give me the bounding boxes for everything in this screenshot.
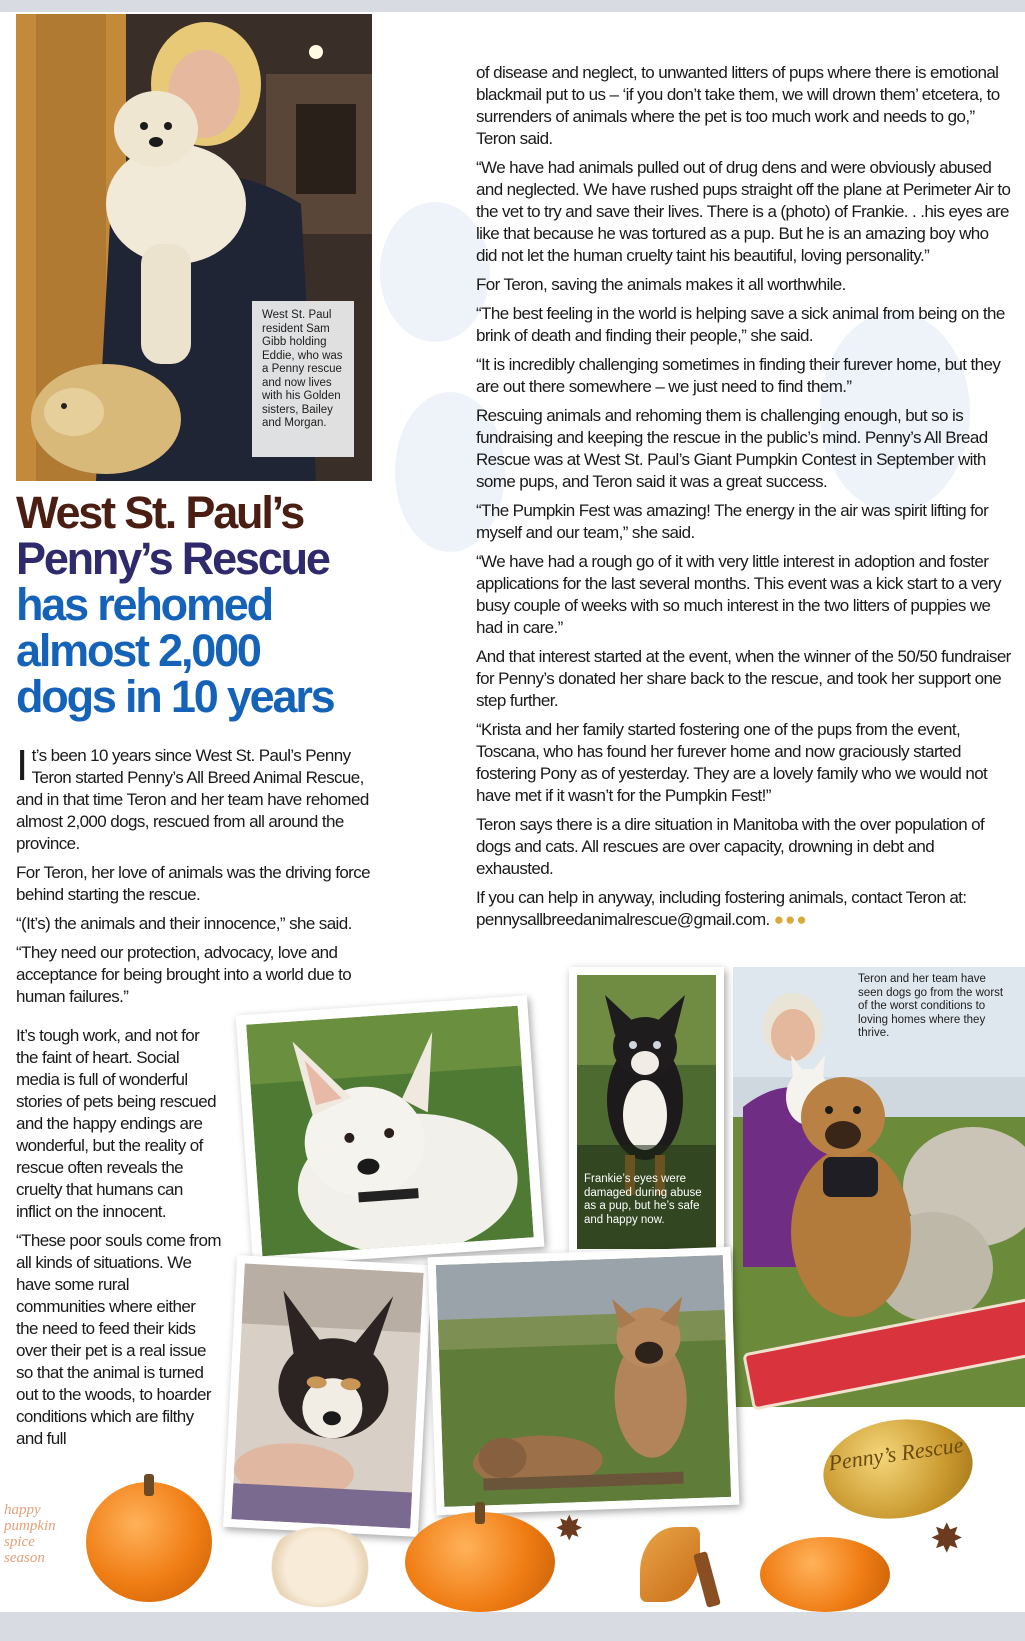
pumpkin-stem: [475, 1502, 485, 1524]
headline-line-2: Penny’s Rescue: [16, 533, 329, 584]
photo-white-dog-frame: [236, 995, 545, 1267]
paw-print-bg: [380, 202, 490, 342]
right-paragraph-12: [476, 887, 1011, 931]
headline-line-4: almost 2,000: [16, 625, 260, 676]
latte-cup: [265, 1527, 375, 1607]
left-paragraph-2: For Teron, her love of animals was the driving force behind starting the rescue.: [16, 863, 370, 904]
left-paragraph-6: “These poor souls come from all kinds of situations. We have some rural communities where either the need to feed their kids over their pet is a real issue so that the animal is turned out to the woods, to hoarder conditions which are filthy and full: [16, 1231, 221, 1448]
photo-two-puppies: [436, 1255, 731, 1507]
photo-husky-puppy-frame: [223, 1255, 432, 1537]
pumpkin-icon: [86, 1482, 212, 1602]
right-paragraph-12-text: If you can help in anyway, including fostering animals, contact Teron at: pennysallbreedanimalrescue@gmail.com.: [476, 888, 967, 929]
right-paragraph-4: “The best feeling in the world is helping save a sick animal from being on the brink of death and finding their people,” she said.: [476, 304, 1005, 345]
tag-text: Penny’s Rescue: [826, 1431, 965, 1476]
right-paragraph-7: “The Pumpkin Fest was amazing! The energy in the air was spirit lifting for myself and our team,” she said.: [476, 501, 989, 542]
pumpkin-icon: [405, 1512, 555, 1612]
left-paragraph-1-text: t’s been 10 years since West St. Paul’s Penny Teron started Penny’s All Breed Animal Rescue, and in that time Teron and her team have rehomed almost 2,000 dogs, rescued from all around the province.: [16, 746, 369, 853]
caption-teron-team-text: Teron and her team have seen dogs go from the worst of the worst conditions to loving homes where they thrive.: [858, 973, 1004, 1039]
autumn-leaf: [640, 1527, 700, 1602]
top-border: [0, 0, 1025, 12]
right-paragraph-10: “Krista and her family started fostering one of the pups from the event, Toscana, who has found her furever home and now graciously started fostering Pony as of yesterday. They are a lovely family who we would not have met if it wasn’t for the Pumpkin Fest!”: [476, 720, 988, 805]
caption-sam-gibb: [252, 301, 354, 457]
right-paragraph-11: Teron says there is a dire situation in Manitoba with the over population of dogs and cats. All rescues are over capacity, drowning in debt and exhausted.: [476, 815, 985, 878]
magazine-page: [0, 12, 1025, 1612]
cinnamon-stick: [693, 1551, 721, 1608]
script-text: happy pumpkin spice season: [4, 1502, 56, 1566]
left-paragraph-3: “(It’s) the animals and their innocence,” she said.: [16, 914, 352, 933]
photo-husky-puppy: [231, 1263, 423, 1528]
photo-white-dog: [246, 1006, 534, 1256]
left-column-top: [16, 741, 371, 1015]
right-paragraph-9: And that interest started at the event, when the winner of the 50/50 fundraiser for Penny’s donated her share back to the rescue, and took her support one step further.: [476, 647, 1011, 710]
right-paragraph-3: For Teron, saving the animals makes it all worthwhile.: [476, 275, 846, 294]
right-paragraph-6: Rescuing animals and rehoming them is challenging enough, but so is fundraising and keeping the rescue in the public’s mind. Penny’s All Bread Rescue was at West St. Paul’s Giant Pumpkin Contest in September with some pups, and Teron said it was a great success.: [476, 406, 988, 491]
left-column-narrow: [16, 1025, 221, 1457]
caption-frankie-text: Frankie’s eyes were damaged during abuse as a pup, but he’s safe and happy now.: [584, 1173, 702, 1226]
right-paragraph-5: “It is incredibly challenging sometimes in finding their furever home, but they are out there somewhere – we just need to find them.”: [476, 355, 1001, 396]
pumpkin-icon: [760, 1537, 890, 1612]
page-title: [16, 487, 366, 722]
caption-frankie: [584, 1173, 714, 1227]
star-anise-icon: ✸: [930, 1517, 964, 1561]
headline-line-1: West St. Paul’s: [16, 487, 304, 538]
right-paragraph-8: “We have had a rough go of it with very little interest in adoption and foster applications for the last several months. This event was a kick start to a very busy couple of weeks with so much interest in the two litters of puppies we had in care.”: [476, 552, 1001, 637]
pumpkin-spice-script: [4, 1502, 64, 1566]
left-paragraph-5: It’s tough work, and not for the faint of heart. Social media is full of wonderful stories of pets being rescued and the happy endings are wonderful, but the reality of rescue often reveals the cruelty that humans can inflict on the innocent.: [16, 1026, 216, 1221]
right-paragraph-1: of disease and neglect, to unwanted litters of pups where there is emotional blackmail put to us – ‘if you don’t take them, we will drown them’ etcetera, to surrenders of animals where the pet is too much work and needs to go,” Teron said.: [476, 63, 1000, 148]
left-paragraph-4: “They need our protection, advocacy, love and acceptance for being brought into a world due to human failures.”: [16, 943, 352, 1006]
headline-line-3: has rehomed: [16, 579, 272, 630]
star-anise-icon: ✸: [555, 1510, 584, 1548]
photo-two-puppies-frame: [428, 1247, 740, 1515]
right-column: [476, 62, 1011, 938]
caption-sam-gibb-text: West St. Paul resident Sam Gibb holding Eddie, who was a Penny rescue and now lives with his Golden sisters, Bailey and Morgan.: [262, 309, 343, 429]
end-mark: ●●●: [773, 910, 808, 929]
dropcap: I: [16, 741, 28, 790]
pennys-rescue-tag: [817, 1410, 979, 1528]
right-paragraph-2: “We have had animals pulled out of drug dens and were obviously abused and neglected. We have rushed pups straight off the plane at Perimeter Air to the vet to try and save their lives. There is a (photo) of Frankie. . .his eyes are like that because he was tortured as a pup. But he is an amazing boy who did not let the human cruelty taint his beautiful, loving personality.”: [476, 158, 1011, 265]
headline-line-5: dogs in 10 years: [16, 671, 334, 722]
pumpkin-stem: [144, 1474, 154, 1496]
caption-teron-team: [858, 973, 1013, 1041]
left-paragraph-1: [16, 741, 371, 855]
bottom-border: [0, 1612, 1025, 1641]
